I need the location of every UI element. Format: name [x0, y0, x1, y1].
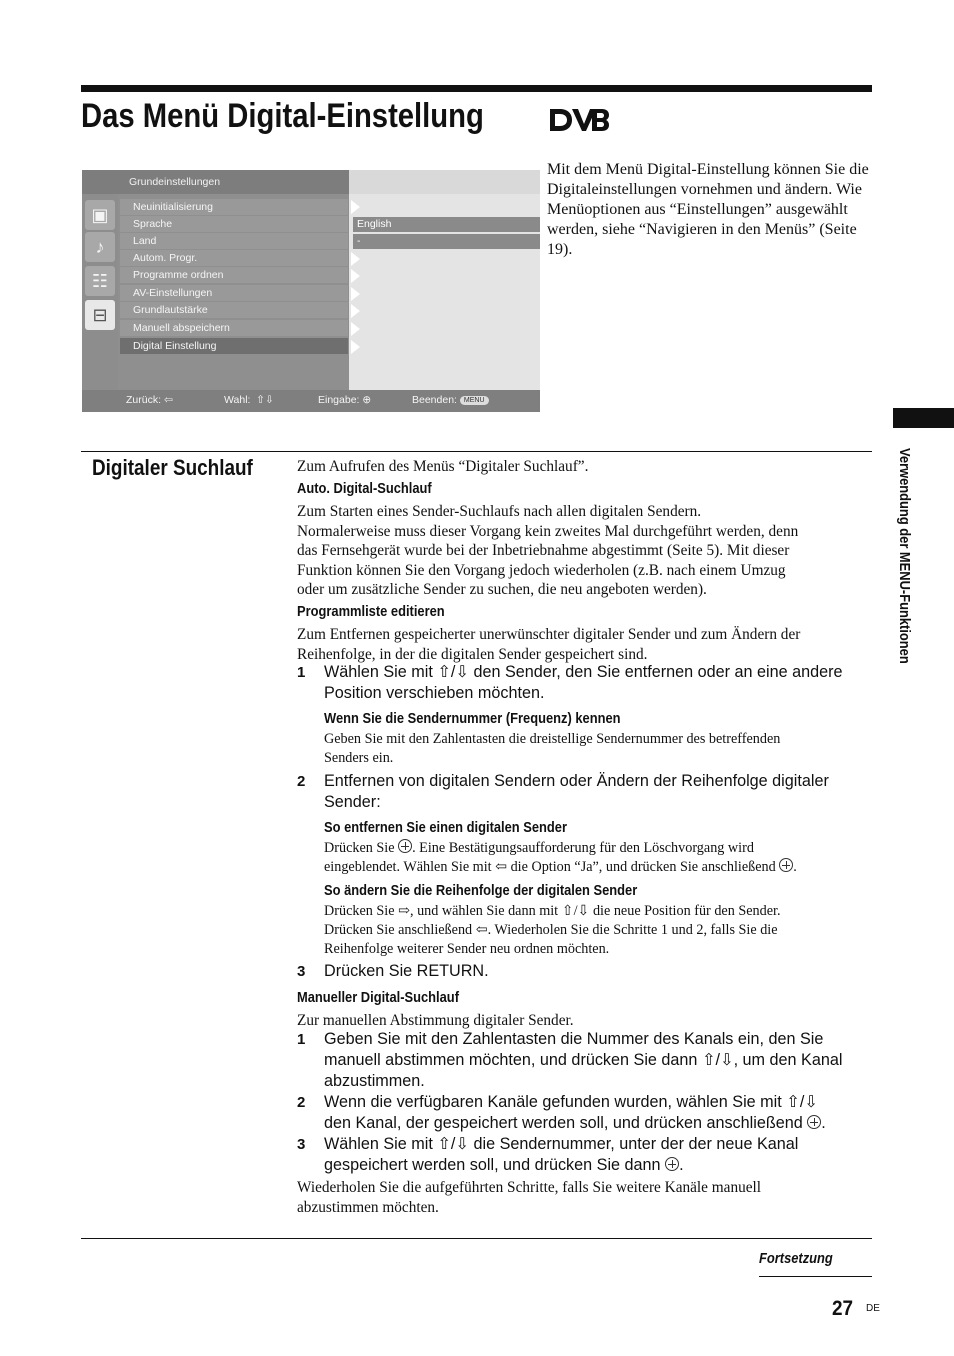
freq-text: Geben Sie mit den Zahlentasten die dreistellige Sendernummer des betreffenden Senders ein. [324, 731, 781, 766]
footer-enter: Eingabe: ⊕ [318, 394, 372, 406]
step-1: Wählen Sie mit ⇧/⇩ den Sender, den Sie entfernen oder an eine andere Position verschieben möchten. [324, 663, 843, 702]
enter-icon: ⊕ [362, 394, 372, 406]
menu-item[interactable]: Programme ordnen [120, 267, 348, 283]
updown-arrow-icon: ⇧/⇩ [437, 1135, 469, 1153]
manual-heading: Manueller Digital-Suchlauf [297, 989, 459, 1006]
menu-item[interactable]: Neuinitialisierung [120, 199, 348, 215]
setup-icon: ⊟ [85, 300, 115, 330]
step-number: 3 [297, 1136, 306, 1153]
submenu-arrow-icon [351, 304, 360, 318]
updown-arrow-icon: ⇧⇩ [256, 394, 274, 406]
edit-text: Zum Entfernen gespeicherter unerwünschter digitaler Sender und zum Ändern der Reihenfolge, in der die digitalen Sender gespeichert sind. [297, 626, 801, 663]
dvb-logo-icon [546, 105, 610, 135]
submenu-arrow-icon [351, 322, 360, 336]
remove-heading: So entfernen Sie einen digitalen Sender [324, 819, 568, 836]
enter-button-icon [779, 858, 793, 872]
left-arrow-icon: ⇦ [475, 922, 488, 938]
menu-item[interactable]: Manuell abspeichern [120, 320, 348, 336]
enter-button-icon [398, 839, 412, 853]
footer-select: Wahl: ⇧⇩ [224, 394, 274, 406]
submenu-arrow-icon [351, 340, 360, 354]
step-2: Entfernen von digitalen Sendern oder Ändern der Reihenfolge digitaler Sender: [324, 772, 829, 811]
step-number: 1 [297, 664, 306, 681]
auto-text: Zum Starten eines Sender-Suchlaufs nach allen digitalen Sendern. Normalerweise muss dieser Vorgang kein zweites Mal durchgeführt werden, denn das Fernsehgerät wurde bei der Inbetriebnahme abgestimmt (Seite 5). Mit dieser Funktion können Sie den Vorgang jedoch wiederholen (z.B. nach einem Umzug oder um zusätzliche Sender zu suchen, die neu angeboten werden). [297, 503, 799, 598]
submenu-arrow-icon [351, 269, 360, 283]
menu-item[interactable]: Autom. Progr. [120, 250, 348, 266]
page-number: 27 [832, 1297, 854, 1320]
menu-key-icon: MENU [460, 396, 489, 405]
step-number: 2 [297, 773, 306, 790]
side-tab [893, 408, 954, 428]
edit-heading: Programmliste editieren [297, 603, 445, 620]
menu-screenshot [82, 170, 540, 412]
submenu-arrow-icon [351, 287, 360, 301]
manual-outro: Wiederholen Sie die aufgeführten Schritte, falls Sie weitere Kanäle manuell abzustimmen möchten. [297, 1179, 762, 1216]
section-rule [81, 451, 872, 452]
side-chapter-label: Verwendung der MENU-Funktionen [896, 448, 913, 664]
right-arrow-icon: ⇨ [398, 903, 410, 919]
footer-exit: Beenden: MENU [412, 394, 489, 406]
auto-heading: Auto. Digital-Suchlauf [297, 480, 432, 497]
step-number: 1 [297, 1031, 306, 1048]
menu-option[interactable]: English [353, 217, 540, 232]
manual-intro: Zur manuellen Abstimmung digitaler Sender. [297, 1012, 574, 1029]
section-title: Digitaler Suchlauf [92, 455, 253, 480]
updown-arrow-icon: ⇧/⇩ [701, 1051, 734, 1069]
remove-text: Drücken Sie . Eine Bestätigungsaufforderung für den Löschvorgang wird eingeblendet. Wählen Sie mit ⇦ die Option “Ja”, und drücken Sie anschließend . [324, 840, 797, 875]
continue-rule [759, 1276, 872, 1277]
updown-arrow-icon: ⇧/⇩ [437, 663, 469, 681]
page-language: DE [866, 1303, 880, 1314]
submenu-arrow-icon [351, 252, 360, 266]
menu-option[interactable]: - [353, 234, 540, 249]
page-title: Das Menü Digital-Einstellung [81, 97, 484, 135]
updown-arrow-icon: ⇧/⇩ [786, 1093, 818, 1111]
menu-item[interactable]: Land [120, 233, 348, 249]
menu-item-selected[interactable]: Digital Einstellung [120, 338, 348, 354]
step-number: 2 [297, 1094, 306, 1111]
menu-item[interactable]: AV-Einstellungen [120, 285, 348, 301]
step-3: Drücken Sie RETURN. [324, 962, 489, 980]
features-icon: ☷ [85, 266, 115, 296]
enter-button-icon [807, 1115, 821, 1129]
footer-back: Zurück: ⇦ [126, 394, 173, 406]
intro-text: Mit dem Menü Digital-Einstellung können Sie die Digitaleinstellungen vornehmen und ändern. Wie Menüoptionen aus “Einstellungen” ausgewählt werden, siehe “Navigieren in den Menüs” (Seite 19). [547, 161, 869, 258]
top-rule [81, 85, 872, 92]
menu-header [82, 170, 349, 194]
continue-label: Fortsetzung [759, 1250, 833, 1267]
left-arrow-icon: ⇦ [495, 859, 508, 875]
freq-heading: Wenn Sie die Sendernummer (Frequenz) kennen [324, 710, 621, 727]
manual-step-3: Wählen Sie mit ⇧/⇩ die Sendernummer, unter der der neue Kanal gespeichert werden soll, und drücken Sie dann . [324, 1135, 799, 1174]
updown-arrow-icon: ⇧/⇩ [561, 903, 590, 919]
submenu-arrow-icon [351, 200, 360, 214]
order-heading: So ändern Sie die Reihenfolge der digitalen Sender [324, 882, 638, 899]
picture-icon: ▣ [85, 200, 115, 230]
enter-button-icon [665, 1157, 679, 1171]
order-text: Drücken Sie ⇨, und wählen Sie dann mit ⇧/⇩ die neue Position für den Sender. Drücken Sie anschließend ⇦. Wiederholen Sie die Schritte 1 und 2, falls Sie die Reihenfolge weiterer Sender neu ordnen möchten. [324, 903, 781, 957]
sound-icon: ♪ [85, 232, 115, 262]
left-arrow-icon: ⇦ [163, 394, 173, 406]
menu-header-label: Grundeinstellungen [129, 176, 221, 188]
manual-step-2: Wenn die verfügbaren Kanäle gefunden wurden, wählen Sie mit ⇧/⇩ den Kanal, der gespeichert werden soll, und drücken anschließend . [324, 1093, 826, 1132]
manual-step-1: Geben Sie mit den Zahlentasten die Nummer des Kanals ein, den Sie manuell abstimmen möchten, und drücken Sie dann ⇧/⇩, um den Kanal abzustimmen. [324, 1030, 843, 1090]
menu-item[interactable]: Sprache [120, 216, 348, 232]
menu-item[interactable]: Grundlautstärke [120, 302, 348, 318]
section-intro: Zum Aufrufen des Menüs “Digitaler Suchlauf”. [297, 458, 589, 475]
bottom-rule [81, 1238, 872, 1239]
step-number: 3 [297, 963, 306, 980]
